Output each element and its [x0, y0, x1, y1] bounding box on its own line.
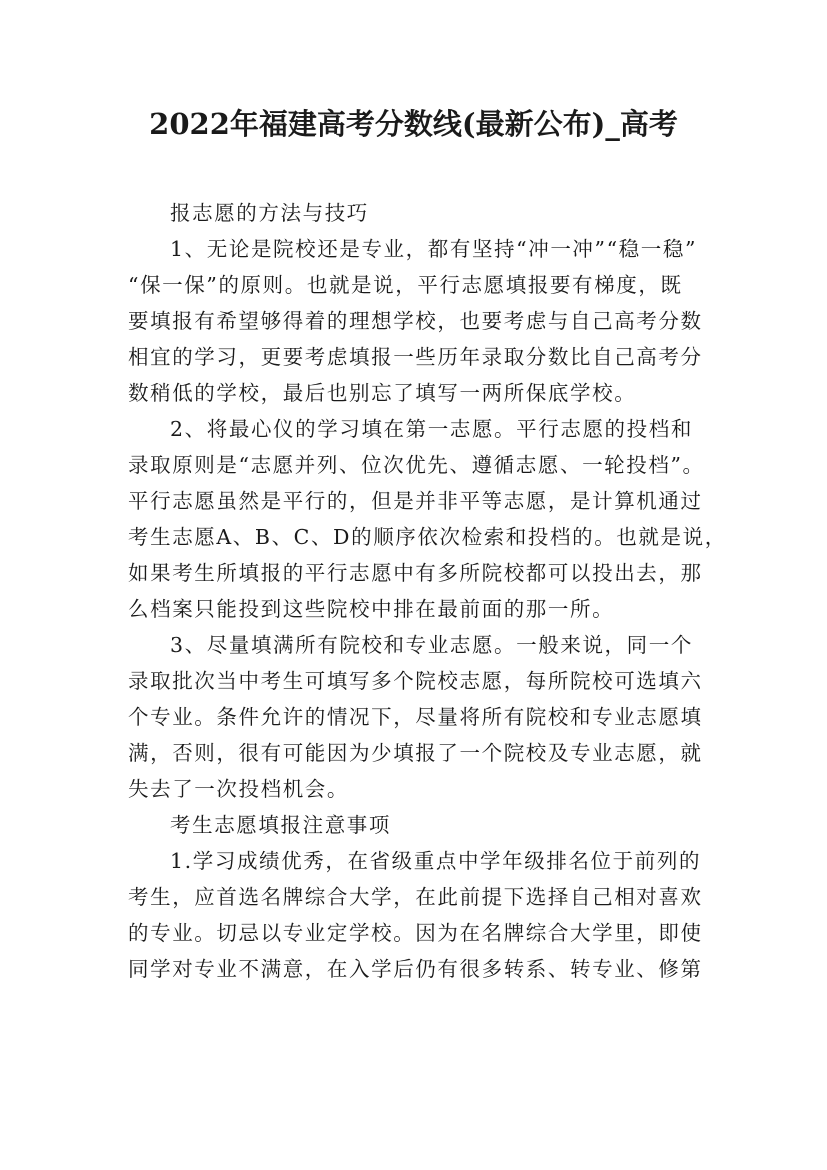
paragraph-line: 失去了一次投档机会。 — [128, 777, 349, 801]
paragraph-line: 满，否则，很有可能因为少填报了一个院校及专业志愿，就 — [128, 741, 703, 765]
paragraph-line: 么档案只能投到这些院校中排在最前面的那一所。 — [128, 597, 615, 621]
paragraph-line: 考生志愿A、B、C、D的顺序依次检索和投档的。也就是说， — [128, 525, 727, 549]
paragraph-line: 1.学习成绩优秀，在省级重点中学年级排名位于前列的 — [170, 849, 702, 873]
document-title: 2022年福建高考分数线(最新公布)_高考 — [149, 107, 678, 141]
paragraph-line: 要填报有希望够得着的理想学校，也要考虑与自己高考分数 — [128, 309, 703, 333]
paragraph-line: 录取批次当中考生可填写多个院校志愿，每所院校可选填六 — [128, 669, 703, 693]
paragraph-line: 如果考生所填报的平行志愿中有多所院校都可以投出去，那 — [128, 561, 703, 585]
paragraph-line: 平行志愿虽然是平行的，但是并非平等志愿，是计算机通过 — [128, 489, 703, 513]
paragraph-line: 3、尽量填满所有院校和专业志愿。一般来说，同一个 — [170, 633, 693, 657]
paragraph-line: 1、无论是院校还是专业，都有坚持“冲一冲”“稳一稳” — [170, 237, 698, 261]
document-body — [128, 195, 727, 987]
paragraph-line: 相宜的学习，更要考虑填报一些历年录取分数比自己高考分 — [128, 345, 703, 369]
paragraph-line: 同学对专业不满意，在入学后仍有很多转系、转专业、修第 — [128, 957, 703, 981]
paragraph-line: 个专业。条件允许的情况下，尽量将所有院校和专业志愿填 — [128, 705, 703, 729]
paragraph-line: “保一保”的原则。也就是说，平行志愿填报要有梯度，既 — [128, 273, 683, 297]
paragraph-line: 数稍低的学校，最后也别忘了填写一两所保底学校。 — [128, 381, 637, 405]
paragraph-line: 录取原则是“志愿并列、位次优先、遵循志愿、一轮投档”。 — [128, 453, 705, 477]
section-heading: 报志愿的方法与技巧 — [170, 201, 369, 225]
paragraph-line: 2、将最心仪的学习填在第一志愿。平行志愿的投档和 — [170, 417, 693, 441]
paragraph-line: 的专业。切忌以专业定学校。因为在名牌综合大学里，即使 — [128, 921, 703, 945]
paragraph-line: 考生，应首选名牌综合大学，在此前提下选择自己相对喜欢 — [128, 885, 703, 909]
section-heading: 考生志愿填报注意事项 — [170, 813, 391, 837]
